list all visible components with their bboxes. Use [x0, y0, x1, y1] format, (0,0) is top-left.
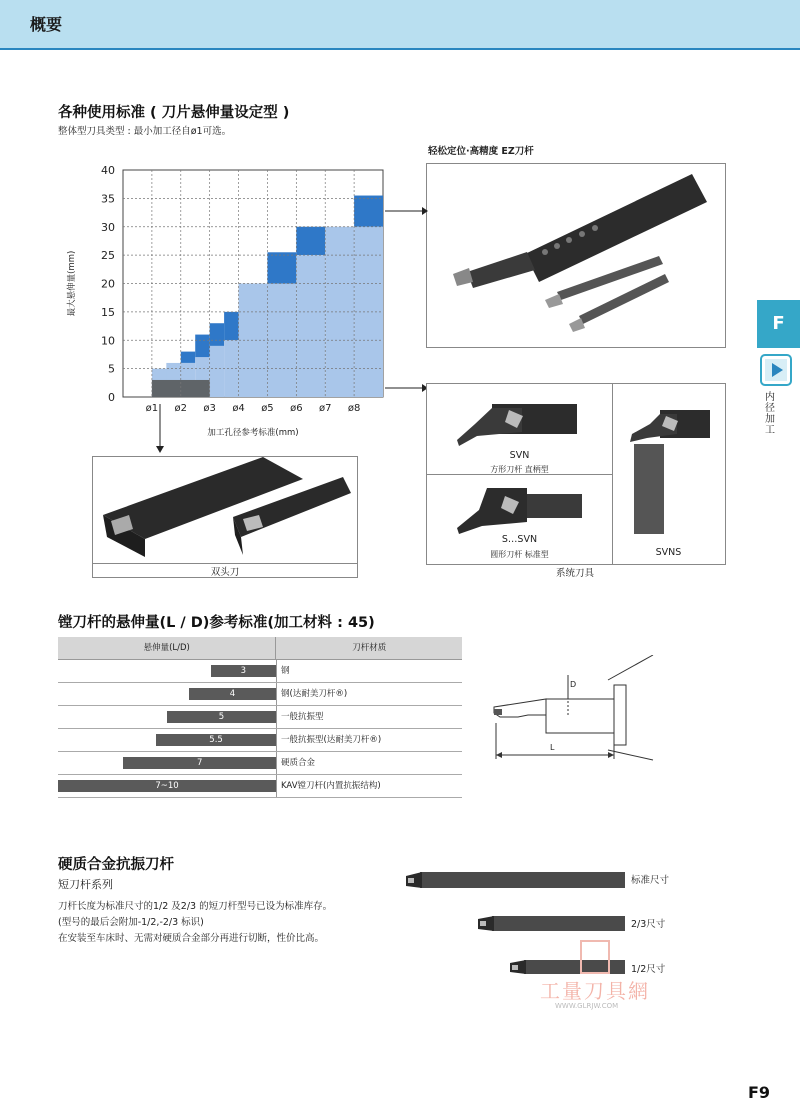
ld-bar-cell: [58, 752, 277, 774]
page-number: F9: [747, 1083, 770, 1102]
arrow-to-ez: [380, 200, 430, 220]
arrow-to-system: [380, 378, 430, 398]
ld-bar-cell: [58, 706, 277, 728]
bar-standard-label: 标准尺寸: [631, 875, 670, 886]
x-tick-label: ø7: [318, 403, 332, 414]
arrow-to-double: [150, 400, 170, 456]
watermark-url: WWW.GLRJW.COM: [555, 1002, 619, 1010]
ld-material: 一般抗振型: [281, 712, 324, 722]
system-tools-caption: 系统刀具: [555, 568, 594, 579]
ld-col-material: 刀杆材质: [352, 643, 387, 653]
ld-material: 钢(达耐美刀杆®): [281, 689, 348, 699]
overhang-step-max: [354, 196, 383, 227]
double-head-caption: 双头刀: [210, 567, 240, 578]
svn-image: [447, 394, 587, 454]
ld-table-row: [58, 706, 462, 729]
watermark-logo-icon: [580, 940, 610, 974]
ld-table-row: [58, 660, 462, 683]
x-tick-label: ø3: [203, 403, 216, 414]
s-svn-label: S…SVN: [501, 534, 538, 545]
system-tools-box: [426, 383, 726, 565]
svns-image: [622, 394, 717, 544]
section1-title: 各种使用标准 ( 刀片悬伸量设定型 ): [58, 105, 290, 121]
overhang-step-max: [195, 335, 209, 358]
section3-subtitle: 短刀杆系列: [58, 878, 113, 891]
ez-holder-title: 轻松定位·高精度 EZ刀杆: [428, 146, 534, 157]
ld-material: 钢: [281, 666, 290, 676]
y-tick-label: 25: [101, 249, 115, 263]
side-tab-label: 内径加工: [765, 392, 775, 436]
ld-bar-cell: [58, 775, 277, 797]
overhang-step-max: [210, 323, 224, 346]
ld-bar: 5: [167, 711, 276, 723]
ld-bar: 7~10: [58, 780, 276, 792]
ez-holder-box: [426, 163, 726, 348]
x-tick-label: ø2: [174, 403, 188, 414]
overhang-step-standard: [210, 346, 224, 397]
y-axis-label: 最大悬伸量(mm): [67, 250, 77, 317]
overhang-diagram: [488, 655, 668, 765]
section3-title: 硬质合金抗振刀杆: [58, 857, 174, 873]
ld-bar: 7: [123, 757, 276, 769]
ld-col-overhang: 悬伸量(L/D): [58, 637, 276, 659]
x-tick-label: ø5: [261, 403, 274, 414]
section3-line3: 在安装至车床时、无需对硬质合金部分再进行切断，性价比高。: [58, 933, 325, 944]
diagram-d-label: D: [570, 680, 577, 689]
section3-line2: (型号的最后会附加-1/2,-2/3 标识): [58, 917, 204, 928]
overhang-step-standard: [296, 255, 325, 397]
section1-subtitle: 整体型刀具类型 : 最小加工径自ø1可选。: [58, 126, 232, 137]
ld-material: 硬质合金: [281, 758, 316, 768]
y-tick-label: 40: [101, 164, 115, 177]
y-tick-label: 5: [108, 362, 115, 376]
x-tick-label: ø8: [347, 403, 361, 414]
ez-holder-image: [427, 164, 725, 347]
ld-material: KAV镗刀杆(内置抗振结构): [281, 781, 381, 791]
section-tab-f[interactable]: F: [757, 300, 800, 348]
page-header: [0, 0, 800, 50]
s-svn-caption: 圆形刀杆 标准型: [490, 550, 549, 559]
ld-bar: 5.5: [156, 734, 276, 746]
x-axis-label: 加工孔径参考标准(mm): [207, 428, 299, 438]
ld-bar-cell: [58, 683, 277, 705]
ld-table-row: [58, 775, 462, 798]
x-tick-label: ø1: [145, 403, 159, 414]
bar-two-thirds-label: 2/3尺寸: [631, 919, 666, 930]
section2-title: 镗刀杆的悬伸量(L / D)参考标准(加工材料 : 45): [58, 615, 375, 631]
ld-table-row: [58, 729, 462, 752]
overhang-chart: [60, 160, 400, 450]
svns-label: SVNS: [655, 547, 682, 558]
ld-table-row: [58, 752, 462, 775]
svn-label: SVN: [509, 450, 530, 461]
ld-bar: 4: [189, 688, 276, 700]
ld-bar-cell: [58, 660, 277, 682]
ld-table-body: [58, 660, 462, 798]
y-tick-label: 30: [101, 220, 115, 234]
y-tick-label: 35: [101, 192, 115, 206]
overhang-step-max: [224, 312, 238, 340]
svn-caption: 方形刀杆 直柄型: [490, 465, 549, 474]
s-svn-image: [447, 480, 587, 536]
y-tick-label: 10: [101, 334, 115, 348]
double-head-image: [93, 457, 357, 563]
ld-material: 一般抗振型(达耐美刀杆®): [281, 735, 382, 745]
ld-table-header: [58, 637, 462, 660]
ld-bar: 3: [211, 665, 276, 677]
x-tick-label: ø6: [290, 403, 303, 414]
overhang-step-max: [296, 227, 325, 255]
diagram-l-label: L: [550, 743, 555, 752]
internal-turning-icon: [760, 354, 792, 386]
double-head-box: [92, 456, 358, 578]
header-title: 概要: [30, 15, 63, 34]
overhang-step-max: [181, 352, 195, 363]
ld-table-row: [58, 683, 462, 706]
section3-line1: 刀杆长度为标准尺寸的1/2 及2/3 的短刀杆型号已设为标准库存。: [58, 901, 333, 912]
watermark-text: 工量刀具網: [540, 979, 650, 1003]
y-tick-label: 20: [101, 277, 115, 291]
y-tick-label: 15: [101, 305, 115, 319]
overhang-step-max: [267, 252, 296, 283]
x-tick-label: ø4: [232, 403, 245, 414]
bar-half-label: 1/2尺寸: [631, 964, 666, 975]
ld-table: [58, 637, 462, 798]
ld-bar-cell: [58, 729, 277, 751]
y-tick-label: 0: [108, 391, 115, 404]
